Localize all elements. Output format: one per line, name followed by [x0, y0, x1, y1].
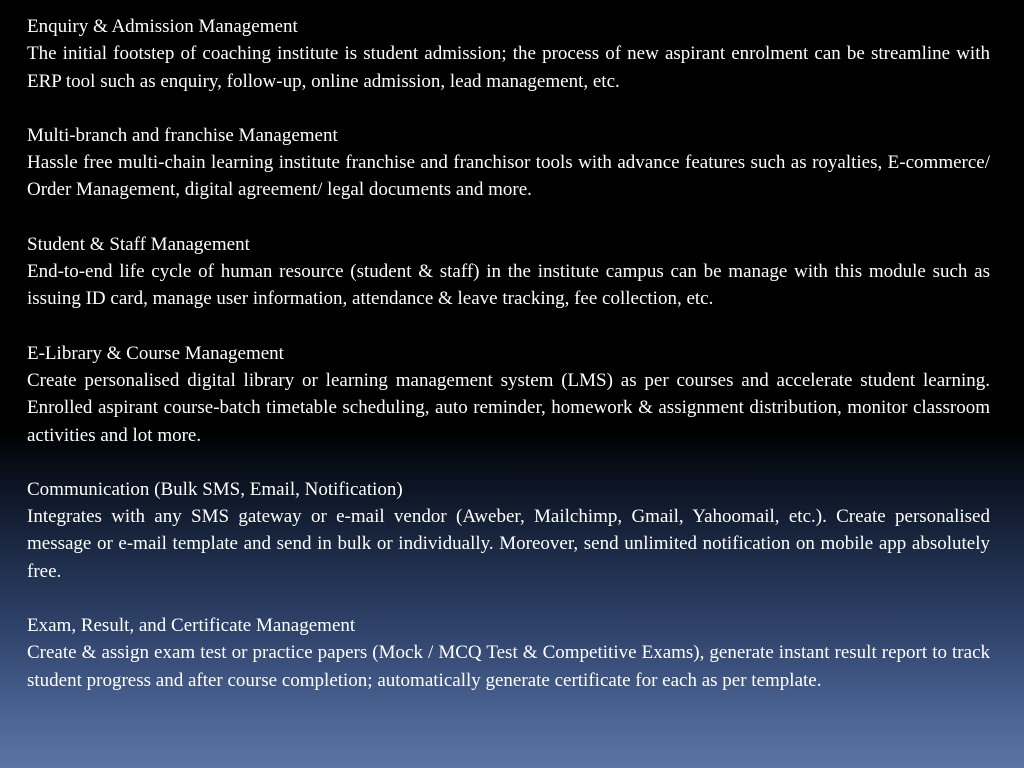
section-title: Multi-branch and franchise Management — [27, 124, 338, 146]
section-body: Integrates with any SMS gateway or e-mail vendor (Aweber, Mailchimp, Gmail, Yahoomail, etc.). Create personalised message or e-mail template and send in bulk or individually. Moreover, send unlimited notification on mobile app absolutely free. — [27, 506, 990, 582]
section-multi-branch-franchise — [27, 122, 990, 204]
section-body: The initial footstep of coaching institute is student admission; the process of new aspirant enrolment can be streamline with ERP tool such as enquiry, follow-up, online admission, lead management, etc. — [27, 43, 990, 92]
section-body: End-to-end life cycle of human resource (student & staff) in the institute campus can be manage with this module such as issuing ID card, manage user information, attendance & leave tracking, fee collection, etc. — [27, 261, 990, 310]
section-enquiry-admission — [27, 13, 990, 95]
section-body: Create & assign exam test or practice papers (Mock / MCQ Test & Competitive Exams), generate instant result report to track student progress and after course completion; automatically generate certificate for each as per template. — [27, 642, 990, 691]
section-title: Exam, Result, and Certificate Management — [27, 615, 356, 637]
section-body: Create personalised digital library or learning management system (LMS) as per courses and accelerate student learning. Enrolled aspirant course-batch timetable scheduling, auto reminder, homework & assignment distribution, monitor classroom activities and lot more. — [27, 369, 990, 446]
section-title: E-Library & Course Management — [27, 342, 284, 364]
section-body: Hassle free multi-chain learning institute franchise and franchisor tools with advance features such as royalties, E-commerce/ Order Management, digital agreement/ legal documents and more. — [27, 152, 990, 201]
section-student-staff — [27, 231, 990, 313]
section-title: Enquiry & Admission Management — [27, 16, 298, 37]
slide-content — [27, 13, 990, 721]
section-communication — [27, 476, 990, 585]
section-title: Student & Staff Management — [27, 233, 250, 255]
section-exam-result-certificate — [27, 612, 990, 694]
section-title: Communication (Bulk SMS, Email, Notification) — [27, 478, 403, 500]
section-elibrary-course — [27, 340, 990, 449]
